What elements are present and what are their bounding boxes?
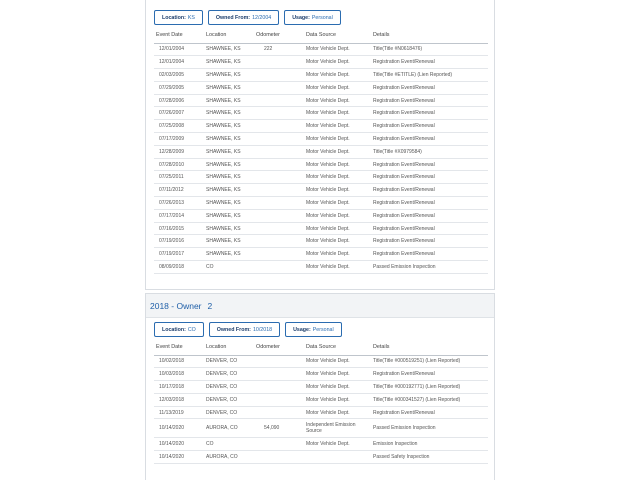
table-row bbox=[154, 355, 488, 368]
owned-from-pill-label: Owned From: bbox=[215, 14, 251, 21]
column-header-details: Details bbox=[371, 32, 488, 43]
cell-odometer bbox=[254, 158, 304, 171]
cell-location: DENVER, CO bbox=[204, 368, 254, 381]
table-row bbox=[154, 107, 488, 120]
table-row bbox=[154, 381, 488, 394]
cell-data-source: Motor Vehicle Dept. bbox=[304, 222, 371, 235]
cell-details: Title(Title #000341527) (Lien Reported) bbox=[371, 393, 488, 406]
cell-data-source: Motor Vehicle Dept. bbox=[304, 171, 371, 184]
cell-event-date: 07/17/2014 bbox=[154, 209, 204, 222]
owned-from-pill[interactable] bbox=[209, 322, 280, 337]
cell-data-source: Motor Vehicle Dept. bbox=[304, 69, 371, 82]
cell-location: CO bbox=[204, 438, 254, 451]
cell-location: SHAWNEE, KS bbox=[204, 184, 254, 197]
cell-location: SHAWNEE, KS bbox=[204, 171, 254, 184]
table-row bbox=[154, 197, 488, 210]
cell-details: Registration Event/Renewal bbox=[371, 56, 488, 69]
cell-event-date: 07/19/2017 bbox=[154, 248, 204, 261]
cell-event-date: 07/28/2006 bbox=[154, 94, 204, 107]
usage-pill[interactable] bbox=[284, 10, 341, 25]
cell-details: Registration Event/Renewal bbox=[371, 248, 488, 261]
owner-header[interactable] bbox=[146, 294, 494, 318]
cell-location: SHAWNEE, KS bbox=[204, 222, 254, 235]
column-header-location: Location bbox=[204, 32, 254, 43]
history-table bbox=[154, 32, 488, 274]
table-row bbox=[154, 248, 488, 261]
column-header-odometer: Odometer bbox=[254, 344, 304, 355]
cell-odometer bbox=[254, 235, 304, 248]
location-pill[interactable] bbox=[154, 322, 204, 337]
cell-odometer bbox=[254, 355, 304, 368]
cell-event-date: 07/25/2008 bbox=[154, 120, 204, 133]
cell-event-date: 10/02/2018 bbox=[154, 355, 204, 368]
history-table bbox=[154, 344, 488, 464]
cell-event-date: 12/01/2004 bbox=[154, 43, 204, 56]
cell-location: AURORA, CO bbox=[204, 419, 254, 438]
cell-details: Title(Title #000519251) (Lien Reported) bbox=[371, 355, 488, 368]
cell-location: SHAWNEE, KS bbox=[204, 43, 254, 56]
cell-event-date: 12/03/2018 bbox=[154, 393, 204, 406]
cell-odometer bbox=[254, 81, 304, 94]
table-row bbox=[154, 81, 488, 94]
cell-odometer bbox=[254, 438, 304, 451]
owned-from-pill-value: 12/2004 bbox=[252, 14, 272, 21]
table-row bbox=[154, 451, 488, 464]
cell-details: Title(Title #N0618476) bbox=[371, 43, 488, 56]
table-row bbox=[154, 419, 488, 438]
cell-details: Registration Event/Renewal bbox=[371, 81, 488, 94]
table-row bbox=[154, 184, 488, 197]
location-pill[interactable] bbox=[154, 10, 203, 25]
table-row bbox=[154, 69, 488, 82]
cell-details: Registration Event/Renewal bbox=[371, 94, 488, 107]
history-table-header bbox=[154, 32, 488, 43]
cell-odometer bbox=[254, 145, 304, 158]
cell-details: Passed Emission Inspection bbox=[371, 261, 488, 274]
cell-details: Registration Event/Renewal bbox=[371, 107, 488, 120]
cell-odometer: 54,090 bbox=[254, 419, 304, 438]
cell-data-source: Motor Vehicle Dept. bbox=[304, 438, 371, 451]
owned-from-pill-value: 10/2018 bbox=[252, 326, 273, 333]
cell-data-source: Motor Vehicle Dept. bbox=[304, 368, 371, 381]
cell-odometer bbox=[254, 133, 304, 146]
cell-location: DENVER, CO bbox=[204, 355, 254, 368]
usage-pill-value: Personal bbox=[312, 326, 334, 333]
cell-event-date: 10/14/2020 bbox=[154, 419, 204, 438]
owner-summary-pills bbox=[146, 10, 494, 25]
cell-data-source: Motor Vehicle Dept. bbox=[304, 406, 371, 419]
cell-data-source: Motor Vehicle Dept. bbox=[304, 56, 371, 69]
owner-header-title: 2018 - Owner bbox=[150, 300, 202, 311]
cell-details: Registration Event/Renewal bbox=[371, 171, 488, 184]
cell-details: Passed Safety Inspection bbox=[371, 451, 488, 464]
table-row bbox=[154, 133, 488, 146]
cell-location: DENVER, CO bbox=[204, 381, 254, 394]
table-row bbox=[154, 120, 488, 133]
cell-details: Registration Event/Renewal bbox=[371, 197, 488, 210]
owner-summary-pills bbox=[146, 322, 494, 337]
cell-odometer bbox=[254, 368, 304, 381]
usage-pill-label: Usage: bbox=[292, 14, 310, 21]
cell-location: DENVER, CO bbox=[204, 393, 254, 406]
cell-location: SHAWNEE, KS bbox=[204, 107, 254, 120]
cell-data-source: Motor Vehicle Dept. bbox=[304, 43, 371, 56]
cell-data-source: Motor Vehicle Dept. bbox=[304, 81, 371, 94]
cell-location: SHAWNEE, KS bbox=[204, 133, 254, 146]
table-row bbox=[154, 94, 488, 107]
owned-from-pill-label: Owned From: bbox=[216, 326, 251, 333]
cell-details: Registration Event/Renewal bbox=[371, 222, 488, 235]
cell-data-source: Motor Vehicle Dept. bbox=[304, 381, 371, 394]
cell-location: SHAWNEE, KS bbox=[204, 209, 254, 222]
cell-event-date: 07/26/2007 bbox=[154, 107, 204, 120]
cell-data-source: Motor Vehicle Dept. bbox=[304, 261, 371, 274]
table-row bbox=[154, 171, 488, 184]
cell-location: SHAWNEE, KS bbox=[204, 197, 254, 210]
cell-event-date: 12/01/2004 bbox=[154, 56, 204, 69]
cell-details: Registration Event/Renewal bbox=[371, 209, 488, 222]
cell-odometer bbox=[254, 381, 304, 394]
cell-location: SHAWNEE, KS bbox=[204, 94, 254, 107]
cell-event-date: 07/26/2013 bbox=[154, 197, 204, 210]
cell-data-source: Motor Vehicle Dept. bbox=[304, 355, 371, 368]
column-header-data-source: Data Source bbox=[304, 344, 371, 355]
cell-event-date: 07/25/2011 bbox=[154, 171, 204, 184]
location-pill-value: KS bbox=[187, 14, 195, 21]
column-header-location: Location bbox=[204, 344, 254, 355]
cell-event-date: 07/19/2016 bbox=[154, 235, 204, 248]
cell-data-source: Motor Vehicle Dept. bbox=[304, 393, 371, 406]
cell-odometer bbox=[254, 261, 304, 274]
cell-location: SHAWNEE, KS bbox=[204, 248, 254, 261]
cell-location: SHAWNEE, KS bbox=[204, 235, 254, 248]
cell-details: Emission Inspection bbox=[371, 438, 488, 451]
cell-location: AURORA, CO bbox=[204, 451, 254, 464]
table-row bbox=[154, 158, 488, 171]
cell-data-source: Motor Vehicle Dept. bbox=[304, 209, 371, 222]
cell-odometer bbox=[254, 222, 304, 235]
cell-event-date: 07/11/2012 bbox=[154, 184, 204, 197]
cell-details: Registration Event/Renewal bbox=[371, 184, 488, 197]
cell-details: Registration Event/Renewal bbox=[371, 368, 488, 381]
cell-data-source: Motor Vehicle Dept. bbox=[304, 197, 371, 210]
cell-location: SHAWNEE, KS bbox=[204, 56, 254, 69]
cell-details: Registration Event/Renewal bbox=[371, 120, 488, 133]
table-row bbox=[154, 368, 488, 381]
usage-pill[interactable] bbox=[285, 322, 342, 337]
cell-event-date: 07/29/2005 bbox=[154, 81, 204, 94]
cell-odometer bbox=[254, 248, 304, 261]
cell-odometer bbox=[254, 393, 304, 406]
cell-data-source: Motor Vehicle Dept. bbox=[304, 107, 371, 120]
owned-from-pill[interactable] bbox=[208, 10, 279, 25]
cell-odometer bbox=[254, 120, 304, 133]
cell-data-source: Motor Vehicle Dept. bbox=[304, 248, 371, 261]
cell-event-date: 10/17/2018 bbox=[154, 381, 204, 394]
cell-odometer bbox=[254, 94, 304, 107]
cell-odometer bbox=[254, 209, 304, 222]
column-header-data-source: Data Source bbox=[304, 32, 371, 43]
table-row bbox=[154, 145, 488, 158]
cell-event-date: 10/03/2018 bbox=[154, 368, 204, 381]
cell-details: Registration Event/Renewal bbox=[371, 133, 488, 146]
cell-details: Title(Title #X0979584) bbox=[371, 145, 488, 158]
cell-odometer bbox=[254, 56, 304, 69]
usage-pill-label: Usage: bbox=[293, 326, 311, 333]
cell-location: SHAWNEE, KS bbox=[204, 69, 254, 82]
cell-odometer bbox=[254, 107, 304, 120]
table-row bbox=[154, 261, 488, 274]
location-pill-value: CO bbox=[187, 326, 196, 333]
cell-event-date: 12/28/2009 bbox=[154, 145, 204, 158]
cell-event-date: 11/13/2019 bbox=[154, 406, 204, 419]
table-row bbox=[154, 56, 488, 69]
cell-location: CO bbox=[204, 261, 254, 274]
cell-event-date: 07/16/2015 bbox=[154, 222, 204, 235]
cell-details: Registration Event/Renewal bbox=[371, 406, 488, 419]
column-header-details: Details bbox=[371, 344, 488, 355]
cell-event-date: 07/28/2010 bbox=[154, 158, 204, 171]
table-row bbox=[154, 222, 488, 235]
table-row bbox=[154, 43, 488, 56]
table-row bbox=[154, 235, 488, 248]
history-table-header bbox=[154, 344, 488, 355]
cell-data-source: Motor Vehicle Dept. bbox=[304, 235, 371, 248]
column-header-event-date: Event Date bbox=[154, 344, 204, 355]
cell-event-date: 10/14/2020 bbox=[154, 451, 204, 464]
cell-details: Registration Event/Renewal bbox=[371, 235, 488, 248]
table-row bbox=[154, 406, 488, 419]
location-pill-label: Location: bbox=[162, 14, 186, 21]
cell-location: DENVER, CO bbox=[204, 406, 254, 419]
owner-header-number: 2 bbox=[207, 300, 213, 311]
cell-data-source bbox=[304, 451, 371, 464]
cell-odometer bbox=[254, 69, 304, 82]
cell-event-date: 08/09/2018 bbox=[154, 261, 204, 274]
table-row bbox=[154, 209, 488, 222]
cell-location: SHAWNEE, KS bbox=[204, 120, 254, 133]
cell-location: SHAWNEE, KS bbox=[204, 81, 254, 94]
cell-details: Passed Emission Inspection bbox=[371, 419, 488, 438]
cell-odometer bbox=[254, 171, 304, 184]
owner-history-card-1 bbox=[145, 0, 495, 290]
cell-event-date: 10/14/2020 bbox=[154, 438, 204, 451]
cell-data-source: Motor Vehicle Dept. bbox=[304, 94, 371, 107]
cell-location: SHAWNEE, KS bbox=[204, 145, 254, 158]
cell-odometer bbox=[254, 451, 304, 464]
cell-odometer: 222 bbox=[254, 43, 304, 56]
cell-data-source: Motor Vehicle Dept. bbox=[304, 133, 371, 146]
cell-event-date: 07/17/2009 bbox=[154, 133, 204, 146]
table-row bbox=[154, 438, 488, 451]
cell-details: Title(Title #000192771) (Lien Reported) bbox=[371, 381, 488, 394]
cell-data-source: Motor Vehicle Dept. bbox=[304, 145, 371, 158]
cell-details: Registration Event/Renewal bbox=[371, 158, 488, 171]
cell-odometer bbox=[254, 406, 304, 419]
cell-data-source: Motor Vehicle Dept. bbox=[304, 184, 371, 197]
cell-odometer bbox=[254, 197, 304, 210]
table-row bbox=[154, 393, 488, 406]
cell-event-date: 02/03/2005 bbox=[154, 69, 204, 82]
cell-details: Title(Title #ETITLE) (Lien Reported) bbox=[371, 69, 488, 82]
column-header-odometer: Odometer bbox=[254, 32, 304, 43]
cell-location: SHAWNEE, KS bbox=[204, 158, 254, 171]
cell-data-source: Independent Emission Source bbox=[304, 419, 371, 438]
column-header-event-date: Event Date bbox=[154, 32, 204, 43]
location-pill-label: Location: bbox=[162, 326, 186, 333]
cell-data-source: Motor Vehicle Dept. bbox=[304, 120, 371, 133]
cell-data-source: Motor Vehicle Dept. bbox=[304, 158, 371, 171]
cell-odometer bbox=[254, 184, 304, 197]
owner-history-card-2 bbox=[145, 293, 495, 480]
usage-pill-value: Personal bbox=[311, 14, 333, 21]
